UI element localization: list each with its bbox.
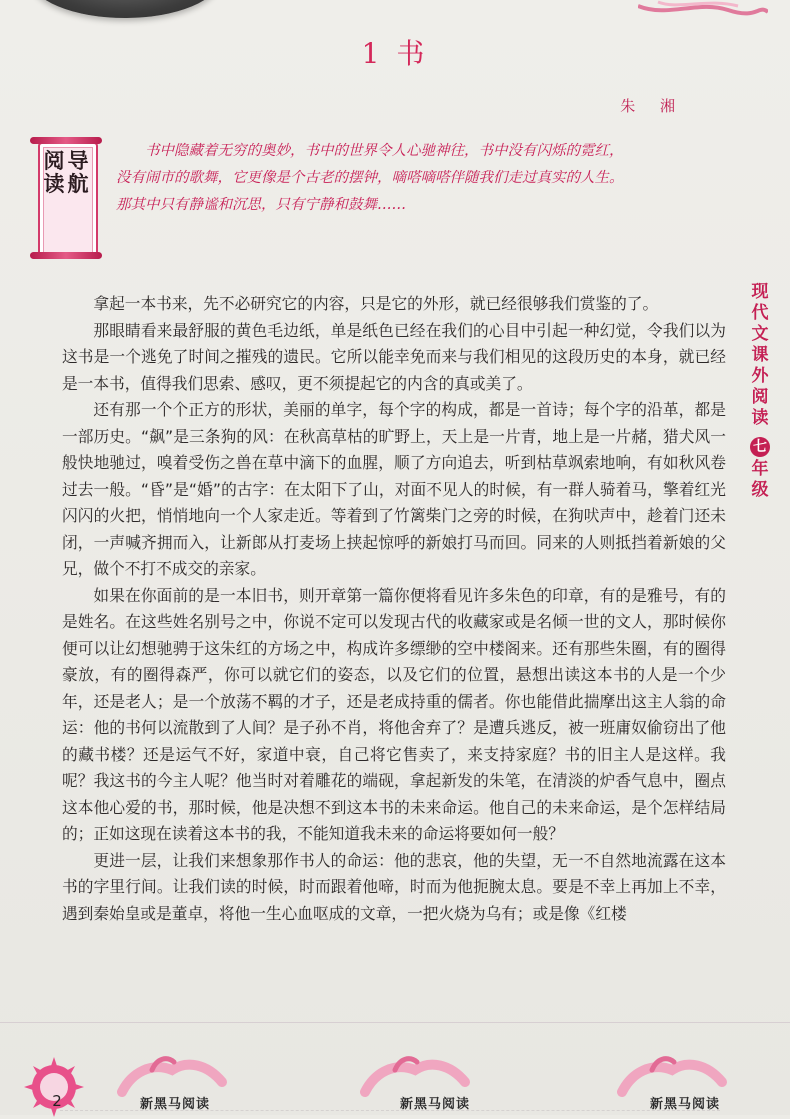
badge-char-2: 导: [67, 149, 89, 173]
scroll-rod-top: [30, 137, 102, 144]
badge-char-3: 读: [43, 172, 65, 196]
top-decoration-pink: [638, 0, 768, 18]
scroll-rod-bottom: [30, 252, 102, 259]
guide-line: 那其中只有静谧和沉思，只有宁静和鼓舞……: [116, 197, 406, 213]
grade-number-badge: 七: [750, 437, 770, 457]
footer-divider: [0, 1022, 790, 1023]
paragraph-5: 更进一层，让我们来想象那作书人的命运：他的悲哀，他的失望，无一不自然地流露在这本书的字里行间。让我们读的时候，时而跟着他啼，时而为他扼腕太息。要是不幸上再加上不幸，遇到秦始皇或是董卓，将他一生心血呕成的文章，一把火烧为乌有；或是像《红楼: [62, 850, 726, 923]
next-page-edge: [60, 1110, 720, 1116]
badge-char-1: 阅: [43, 149, 65, 173]
paragraph-2: 那眼睛看来最舒服的黄色毛边纸，单是纸色已经在我们的心目中引起一种幻觉，令我们以为这书是一个逃免了时间之摧残的遗民。它所以能幸免而来与我们相见的这段历史的本身，就已经是一本书，值得我们思索、感叹，更不须提起它的内含的真或美了。: [62, 320, 726, 393]
series-name: 现代文课外阅读: [751, 282, 769, 428]
guide-line: 没有闹市的歌舞，它更像是个古老的摆钟，嘀嗒嘀嗒伴随我们走过真实的人生。: [116, 170, 624, 186]
guide-line: 书中隐藏着无穷的奥妙，书中的世界令人心驰神往，书中没有闪烁的霓红，: [145, 143, 624, 159]
paragraph-4: 如果在你面前的是一本旧书，则开章第一篇你便将看见许多朱色的印章，有的是雅号，有的是姓名。在这些姓名别号之中，你说不定可以发现古代的收藏家或是名倾一世的文人，那时候你便可以让幻想驰骋于这朱红的方场之中，构成许多缥缈的空中楼阁来。还有那些朱圈，有的圈得豪放，有的圈得森严，你可以就它们的姿态，以及它们的位置，悬想出读这本书的人是一个少年，还是老人；是一个放荡不羁的才子，还是老成持重的儒者。你也能借此揣摩出这主人翁的命运：他的书何以流散到了人间？是子孙不肖，将他舍弃了？是遭兵逃反，被一班庸奴偷窃出了他的藏书楼？还是运气不好，家道中衰，自己将它售卖了，来支持家庭？书的旧主人是这样。我呢？我这书的今主人呢？他当时对着雕花的端砚，拿起新发的朱笔，在清淡的炉香气息中，圈点这本他心爱的书，那时候，他是决想不到这本书的未来命运。他自己的未来命运，是个怎样结局的；正如这现在读着这本书的我，不能知道我未来的命运将要如何一般？: [62, 585, 726, 843]
paragraph-3: 还有那一个个正方的形状，美丽的单字，每个字的构成，都是一首诗；每个字的沿革，都是一部历史。“飙”是三条狗的风：在秋高草枯的旷野上，天上是一片青，地上是一片赭，猎犬风一般快地驰过，嗅着受伤之兽在草中滴下的血腥，顺了方向追去，听到枯草飒索地响，有如秋风卷过去一般。“昏”是“婚”的古字：在太阳下了山，对面不见人的时候，有一群人骑着马，擎着红光闪闪的火把，悄悄地向一个人家走近。等着到了竹篱柴门之旁的时候，在狗吠声中，趁着门还未闭，一声喊齐拥而入，让新郎从打麦场上挟起惊呼的新娘打马而回。同来的人则抵挡着新娘的父兄，做个不打不成交的亲家。: [62, 400, 726, 578]
author-name: 朱 湘: [620, 97, 685, 115]
page-number: 2: [52, 1092, 62, 1110]
chapter-title: 1 书: [361, 37, 429, 70]
badge-text: [42, 150, 90, 196]
grade-suffix: 年级: [751, 459, 769, 500]
brand-label-3: 新黑马阅读: [650, 1097, 721, 1112]
side-series-label: [748, 282, 772, 501]
brand-label-1: 新黑马阅读: [140, 1097, 211, 1112]
top-decoration-dark: [30, 0, 220, 18]
brand-label-2: 新黑马阅读: [400, 1097, 471, 1112]
reading-guide-badge: [28, 134, 104, 262]
reading-guide-text: [116, 138, 726, 219]
article-body: [62, 291, 726, 927]
badge-char-4: 航: [67, 172, 89, 196]
paragraph-1: 拿起一本书来，先不必研究它的内容，只是它的外形，就已经很够我们赏鉴的了。: [93, 294, 659, 313]
